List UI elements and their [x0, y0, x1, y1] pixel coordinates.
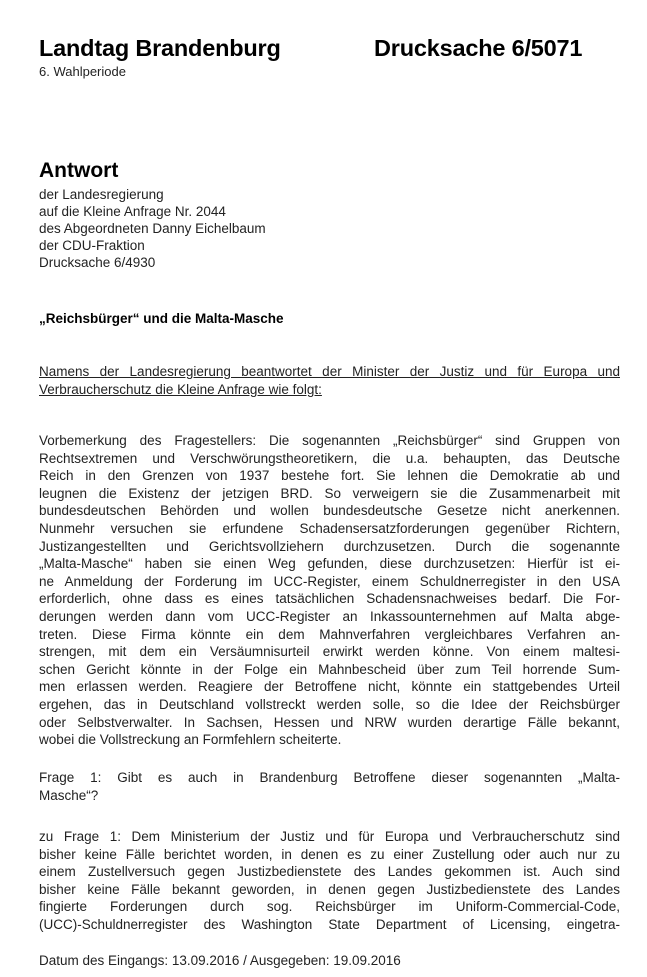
text-line: leugnen die Existenz der jetzigen BRD. So verweigern sie die Zusammenarbeit mit [39, 485, 620, 501]
text-line: bisher keine Fälle berichtet worden, in denen es zu einer Zustellung oder auch nur zu [39, 846, 620, 862]
text-line: Masche“? [39, 787, 99, 803]
text-line: ergehen, das in Deutschland vollstreckt werden solle, so die Idee der Reichsbürger [39, 696, 620, 712]
text-line: derungen werden dann vom UCC-Register an Inkassounternehmen auf Malta abge- [39, 608, 620, 624]
text-line: Frage 1: Gibt es auch in Brandenburg Betroffene dieser sogenannten „Malta- [39, 770, 620, 785]
meta-line: auf die Kleine Anfrage Nr. 2044 [39, 204, 226, 219]
subject-heading: „Reichsbürger“ und die Malta-Masche [39, 311, 284, 326]
text-line: fingierte Forderungen durch sog. Reichsbürger im Uniform-Commercial-Code, [39, 899, 620, 915]
text-line: bundesdeutschen Behörden und wollen bundesdeutsche Gesetze nicht anerkennen. [39, 503, 620, 519]
meta-line: der Landesregierung [39, 187, 164, 202]
text-line: Justizangestellten und Gerichtsvollziehern durchzusetzen. Durch die sogenannte [39, 538, 620, 554]
text-line: Nunmehr versuchen sie erfundene Schadensersatzforderungen gegenüber Richtern, [39, 520, 620, 536]
text-line: oder Selbstverwalter. In Sachsen, Hessen und NRW wurden derartige Fälle bekannt, [39, 714, 620, 730]
text-line: schen Gericht könnte in der Folge ein Mahnbescheid über zum Teil horrende Sum- [39, 661, 620, 677]
text-line: men erlassen werden. Reagiere der Betroffene nicht, könnte ein stattgebendes Urteil [39, 679, 620, 695]
text-line: treten. Diese Firma könnte ein dem Mahnverfahren vergleichbares Verfahren an- [39, 626, 620, 642]
intro-line: Verbraucherschutz die Kleine Anfrage wie folgt: [39, 382, 322, 397]
meta-line: Drucksache 6/4930 [39, 255, 156, 270]
text-line: erforderlich, ohne dass es eines tatsächlichen Schadensnachweises bedarf. Die For- [39, 591, 620, 607]
question-1 [39, 769, 620, 804]
intro-statement [39, 363, 620, 399]
document-number: Drucksache 6/5071 [374, 35, 583, 61]
text-line: zu Frage 1: Dem Ministerium der Justiz und für Europa und Verbraucherschutz sind [39, 829, 620, 844]
meta-line: der CDU-Fraktion [39, 238, 145, 253]
text-line: Reich in den Grenzen von 1937 bestehe fort. Sie lehnen die Demokratie ab und [39, 468, 620, 484]
text-line: Vorbemerkung des Fragestellers: Die sogenannten „Reichsbürger“ sind Gruppen von [39, 433, 620, 448]
text-line: „Malta-Masche“ haben sie einen Weg gefunden, diese durchzusetzen: Hierfür ist ei- [39, 556, 620, 572]
footer-dates: Datum des Eingangs: 13.09.2016 / Ausgegeben: 19.09.2016 [39, 953, 401, 968]
answer-meta [39, 186, 266, 271]
preliminary-remark [39, 432, 620, 749]
text-line: wobei die Vollstreckung an Formfehlern scheiterte. [39, 732, 342, 748]
text-line: Rechtsextremen und Verschwörungstheoretikern, die u.a. behaupten, das Deutsche [39, 450, 620, 466]
meta-line: des Abgeordneten Danny Eichelbaum [39, 221, 266, 236]
text-line: einem Zustellversuch gegen Justizbedienstete des Landes gekommen ist. Auch sind [39, 864, 620, 880]
answer-1 [39, 828, 620, 934]
intro-line: Namens der Landesregierung beantwortet der Minister der Justiz und für Europa und [39, 364, 620, 379]
text-line: strengen, mit dem ein Versäumnisurteil erwirkt werden könne. Von einem maltesi- [39, 644, 620, 660]
electoral-period: 6. Wahlperiode [39, 64, 126, 79]
text-line: bisher keine Fälle bekannt geworden, in denen gegen Justizbedienstete des Landes [39, 881, 620, 897]
parliament-name: Landtag Brandenburg [39, 35, 281, 61]
text-line: ne Anmeldung der Forderung im UCC-Register, einem Schuldnerregister in den USA [39, 573, 620, 589]
answer-title: Antwort [39, 159, 119, 182]
text-line: (UCC)-Schuldnerregister des Washington State Department of Licensing, eingetra- [39, 916, 620, 932]
